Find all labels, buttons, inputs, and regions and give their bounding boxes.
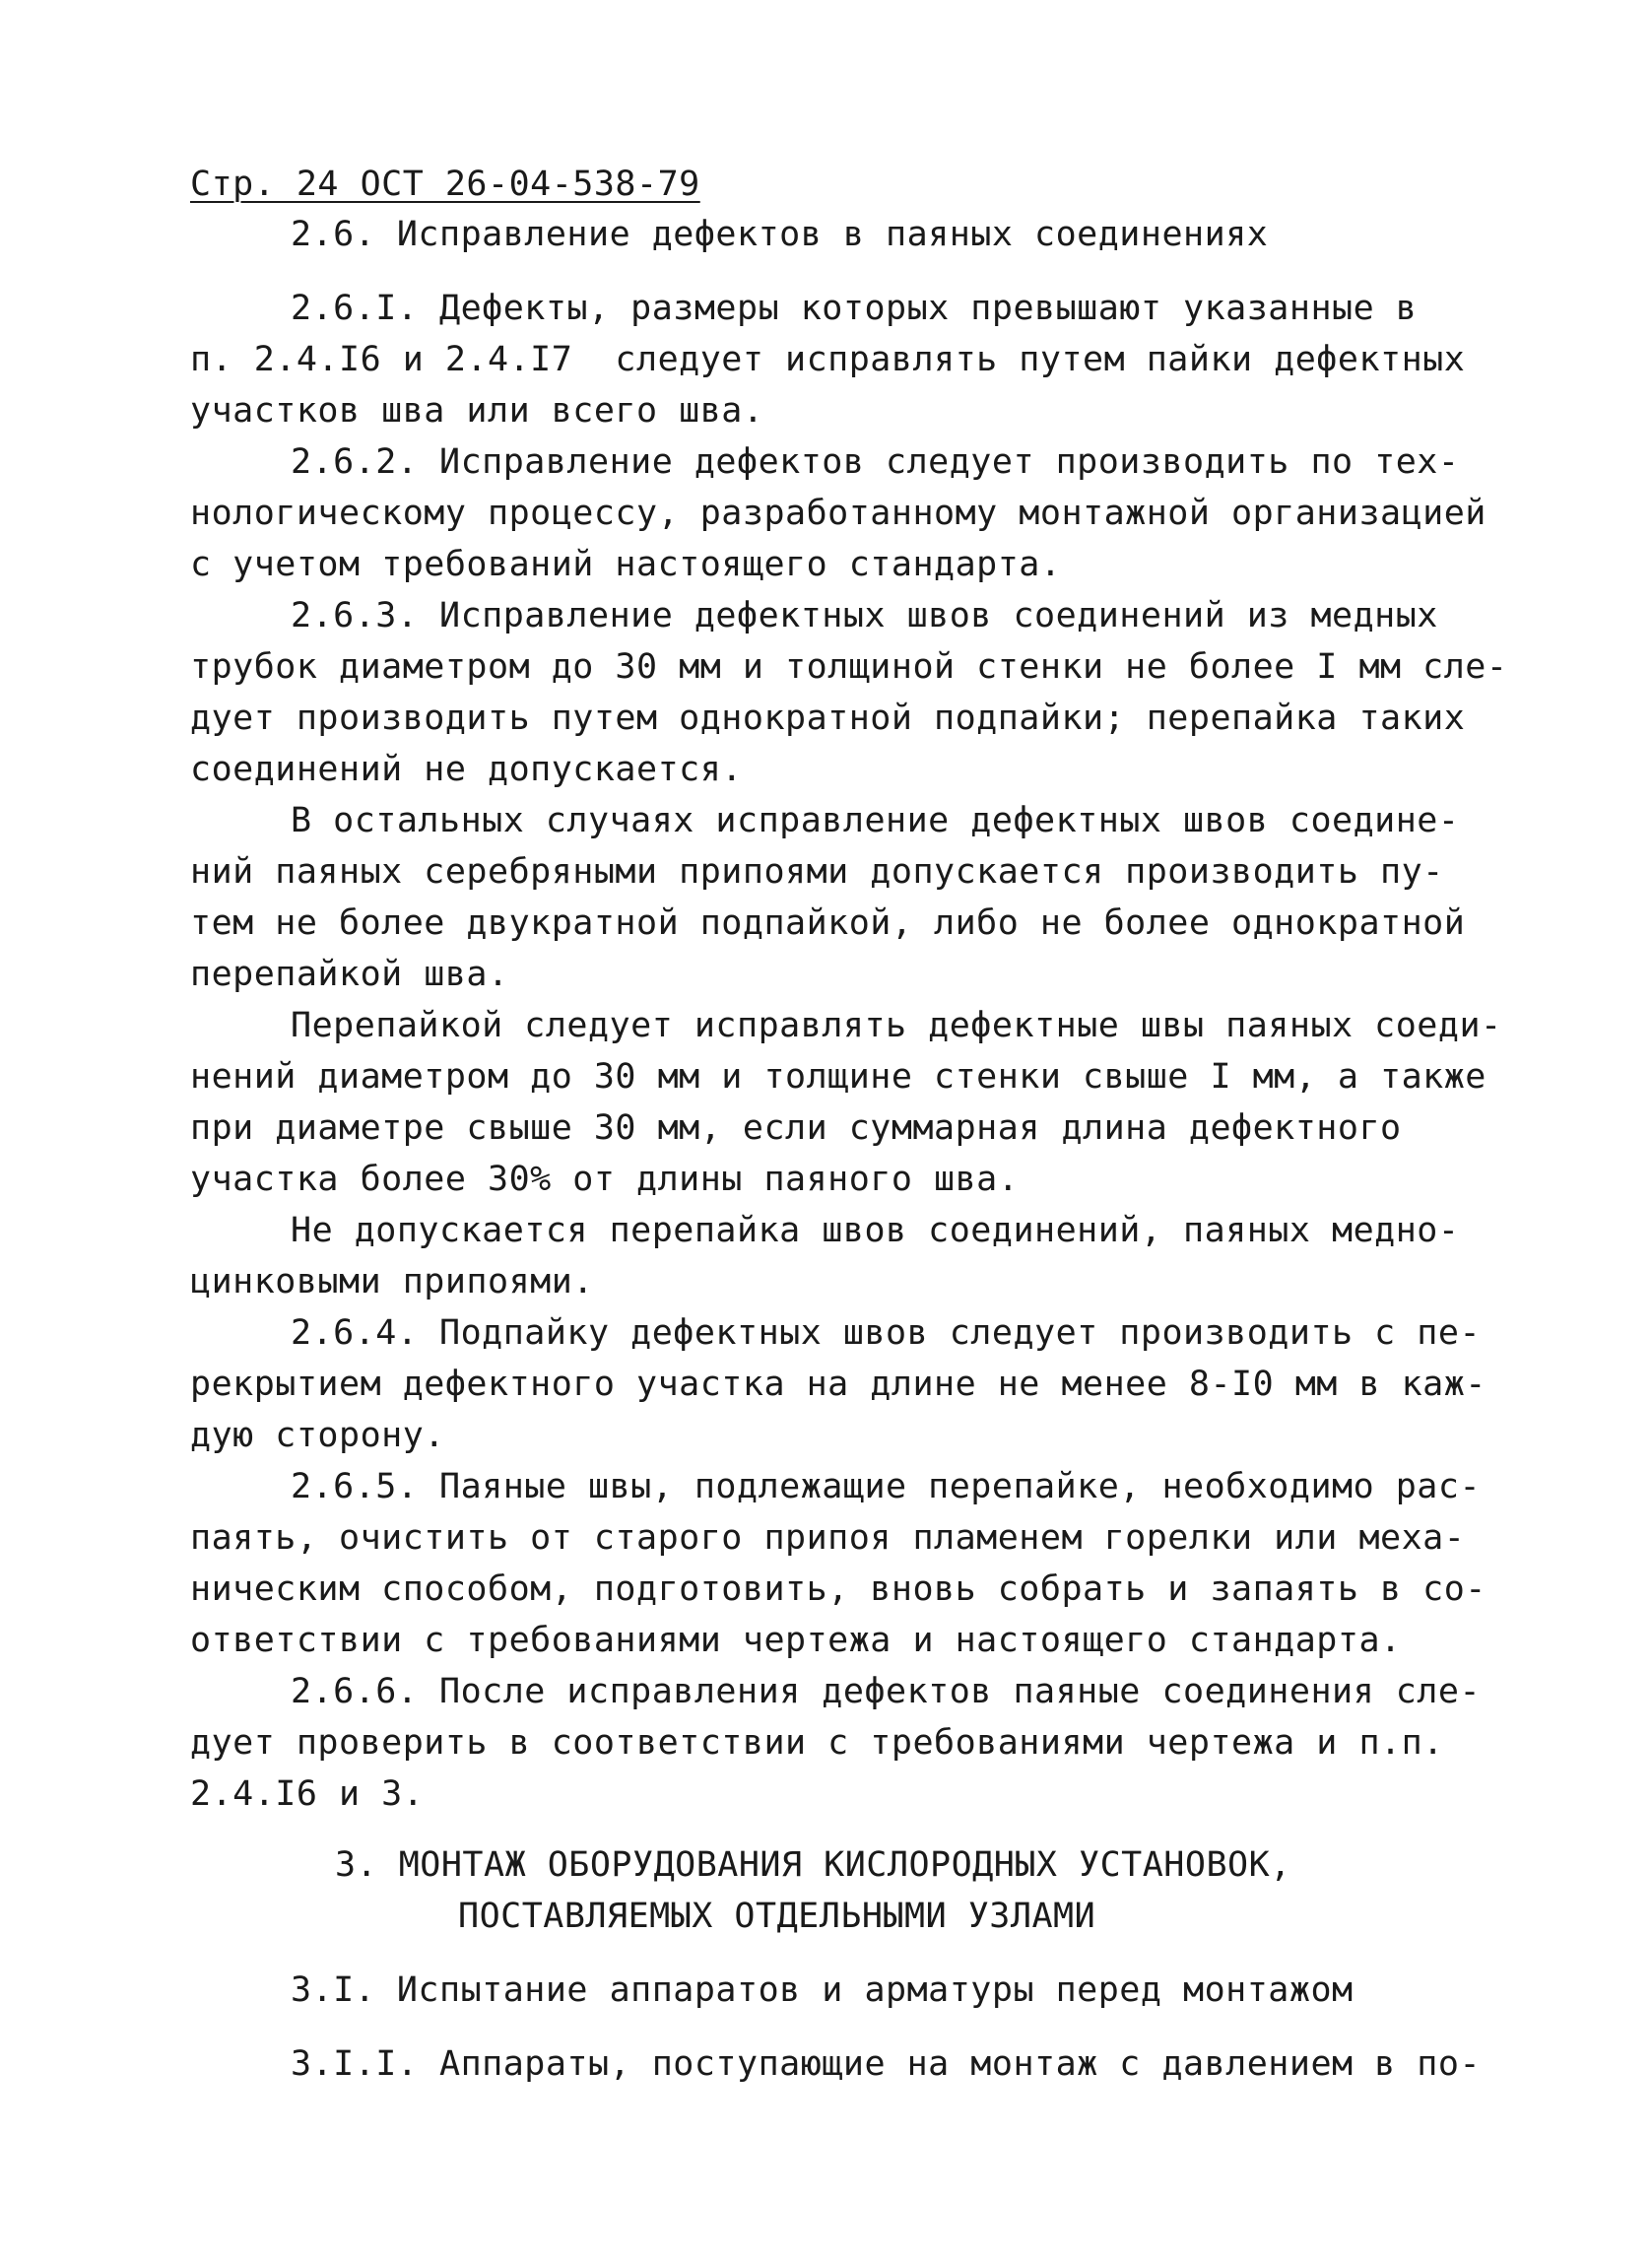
text-line: 3.I.I. Аппараты, поступающие на монтаж с давлением в по- xyxy=(291,2044,1482,2084)
page-header: Стр. 24 ОСТ 26-04-538-79 xyxy=(190,165,700,204)
text-line: 2.6.2. Исправление дефектов следует производить по тех- xyxy=(291,442,1460,482)
text-line: рекрытием дефектного участка на длине не менее 8-I0 мм в каж- xyxy=(190,1365,1487,1404)
text-line: 2.6.5. Паяные швы, подлежащие перепайке, необходимо рас- xyxy=(291,1467,1482,1506)
section-title: 2.6. Исправление дефектов в паяных соединениях xyxy=(291,215,1269,254)
text-line: тем не более двукратной подпайкой, либо не более однократной xyxy=(190,903,1466,943)
text-line: соединений не допускается. xyxy=(190,750,743,789)
text-line: ний паяных серебряными припоями допускается производить пу- xyxy=(190,852,1444,892)
text-line: В остальных случаях исправление дефектных швов соедине- xyxy=(291,801,1460,840)
text-line: с учетом требований настоящего стандарта. xyxy=(190,545,1062,584)
text-line: Перепайкой следует исправлять дефектные швы паяных соеди- xyxy=(291,1006,1502,1045)
text-line: 2.6.6. После исправления дефектов паяные соединения сле- xyxy=(291,1672,1482,1711)
text-line: ответствии с требованиями чертежа и настоящего стандарта. xyxy=(190,1621,1402,1660)
text-line: дует проверить в соответствии с требованиями чертежа и п.п. xyxy=(190,1723,1444,1763)
text-line: участков шва или всего шва. xyxy=(190,391,764,431)
text-line: цинковыми припоями. xyxy=(190,1262,594,1301)
text-line: нений диаметром до 30 мм и толщине стенки свыше I мм, а также xyxy=(190,1057,1487,1097)
chapter-heading-line-2: ПОСТАВЛЯЕМЫХ ОТДЕЛЬНЫМИ УЗЛАМИ xyxy=(458,1897,1096,1936)
text-line: 2.4.I6 и 3. xyxy=(190,1774,425,1814)
text-line: нологическому процессу, разработанному монтажной организацией xyxy=(190,494,1487,533)
text-line: 2.6.I. Дефекты, размеры которых превышают указанные в xyxy=(291,289,1418,328)
text-line: Не допускается перепайка швов соединений, паяных медно- xyxy=(291,1211,1460,1250)
text-line: перепайкой шва. xyxy=(190,955,509,994)
text-line: п. 2.4.I6 и 2.4.I7 следует исправлять путем пайки дефектных xyxy=(190,340,1466,379)
text-line: паять, очистить от старого припоя пламенем горелки или меха- xyxy=(190,1518,1466,1558)
text-line: 2.6.4. Подпайку дефектных швов следует производить с пе- xyxy=(291,1313,1482,1353)
chapter-heading-line-1: 3. МОНТАЖ ОБОРУДОВАНИЯ КИСЛОРОДНЫХ УСТАНОВОК, xyxy=(335,1845,1291,1885)
subsection-title: 3.I. Испытание аппаратов и арматуры перед монтажом xyxy=(291,1970,1354,2010)
text-line: дую сторону. xyxy=(190,1416,445,1455)
text-line: ническим способом, подготовить, вновь собрать и запаять в со- xyxy=(190,1569,1487,1609)
text-line: при диаметре свыше 30 мм, если суммарная длина дефектного xyxy=(190,1108,1402,1148)
text-line: 2.6.3. Исправление дефектных швов соединений из медных xyxy=(291,596,1438,635)
text-line: трубок диаметром до 30 мм и толщиной стенки не более I мм сле- xyxy=(190,647,1508,687)
text-line: участка более 30% от длины паяного шва. xyxy=(190,1160,1020,1199)
text-line: дует производить путем однократной подпайки; перепайка таких xyxy=(190,699,1466,738)
